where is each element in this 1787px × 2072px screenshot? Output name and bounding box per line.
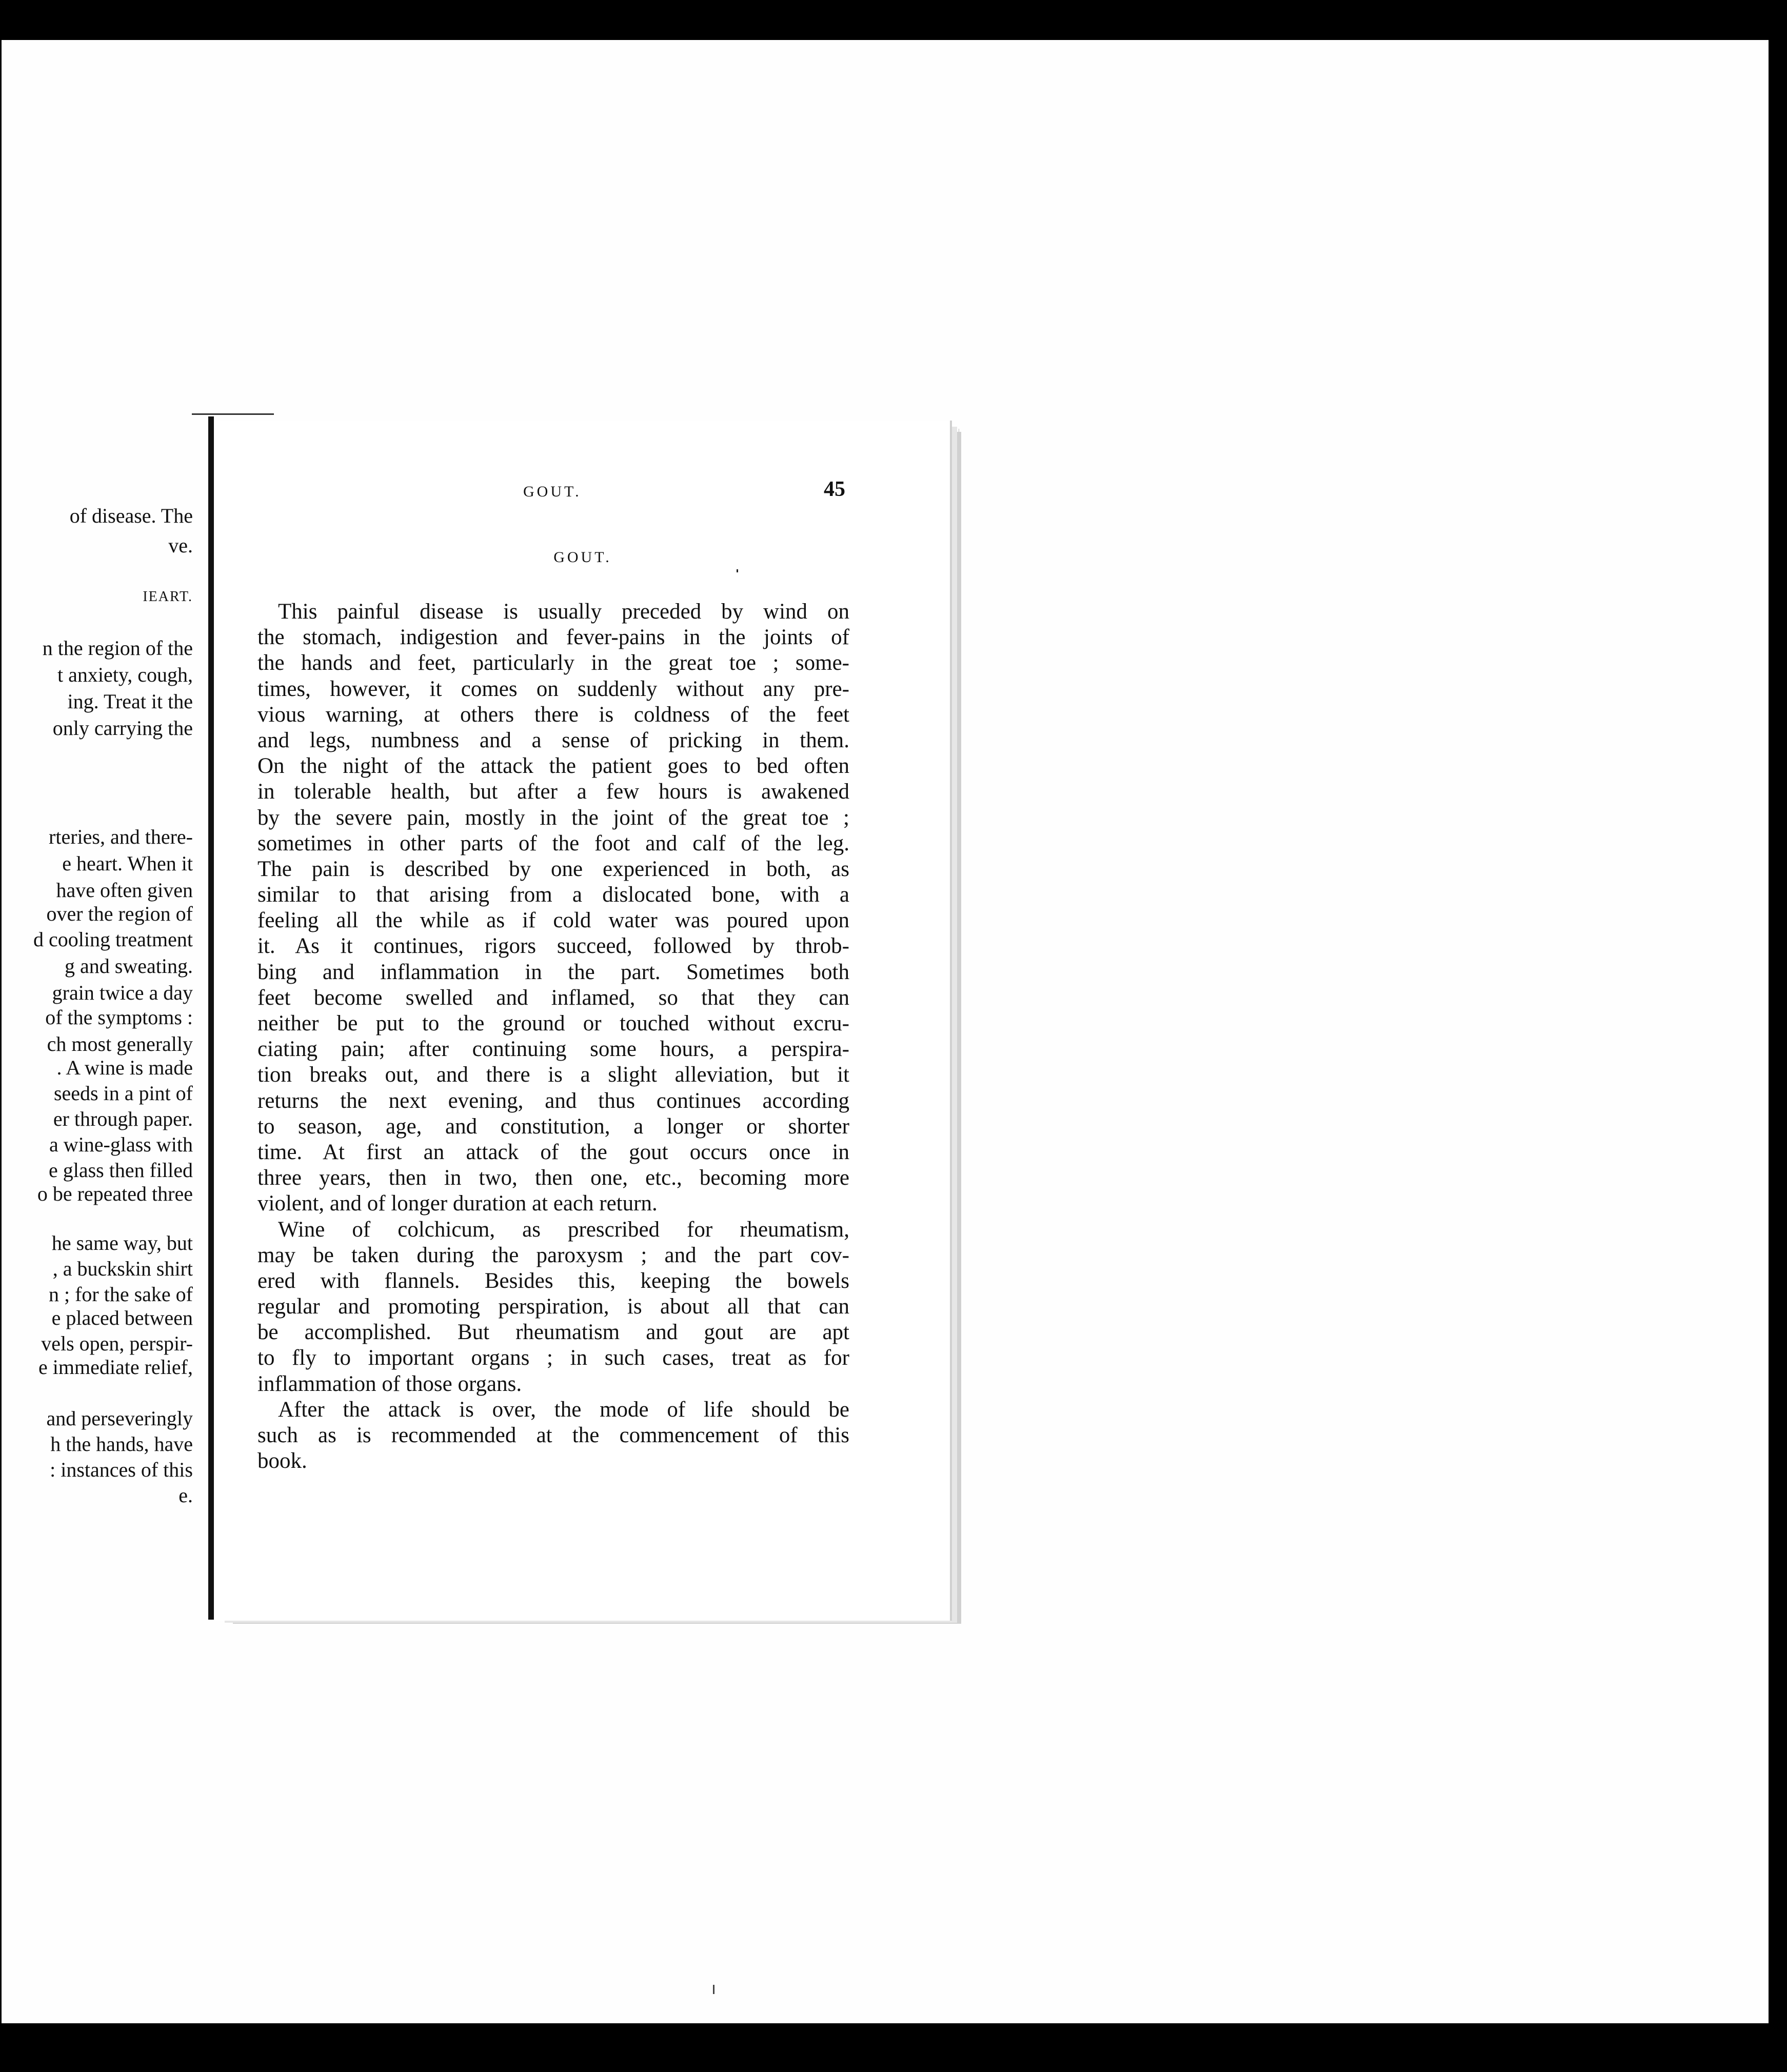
scan-speck	[713, 1985, 714, 1994]
text-line: sometimes in other parts of the foot and calf of the leg.	[257, 831, 849, 855]
text-line: to season, age, and constitution, a longer or shorter	[257, 1114, 849, 1139]
paragraph	[257, 599, 849, 1217]
left-page-line: over the region of	[46, 902, 193, 925]
paragraph	[257, 1397, 849, 1475]
running-title: GOUT.	[523, 483, 582, 500]
left-page-line: he same way, but	[51, 1231, 193, 1254]
text-line: After the attack is over, the mode of life should be	[278, 1397, 849, 1422]
left-page-line: seeds in a pint of	[53, 1082, 193, 1105]
left-page-line: o be repeated three	[37, 1182, 193, 1205]
text-line: feet become swelled and inflamed, so that they can	[257, 985, 849, 1010]
left-page-line: n ; for the sake of	[48, 1283, 193, 1306]
text-line: ciating pain; after continuing some hours, a perspira-	[257, 1037, 849, 1062]
left-page-line: ve.	[168, 534, 193, 557]
left-page-line: g and sweating.	[65, 954, 193, 978]
left-page-line: e immediate relief,	[38, 1356, 193, 1379]
book-gutter	[208, 416, 214, 1620]
page-number: 45	[824, 477, 845, 501]
left-page-line: h the hands, have	[50, 1432, 193, 1456]
text-line: ered with flannels. Besides this, keeping the bowels	[257, 1268, 849, 1293]
left-page-line: : instances of this	[50, 1458, 193, 1481]
text-line: This painful disease is usually preceded by wind on	[278, 600, 849, 624]
scan-border-bottom	[0, 2023, 1787, 2072]
left-page-line: of disease. The	[69, 504, 193, 527]
left-page-line: vels open, perspir-	[41, 1332, 193, 1355]
left-page-line: rteries, and there-	[49, 825, 193, 848]
text-line: to fly to important organs ; in such cases, treat as for	[257, 1346, 849, 1370]
left-page-line: of the symptoms :	[45, 1006, 193, 1029]
page-edges	[951, 429, 960, 1624]
left-page-line: . A wine is made	[56, 1056, 193, 1079]
text-line: the hands and feet, particularly in the great toe ; some-	[257, 651, 849, 675]
text-line: violent, and of longer duration at each return.	[257, 1191, 658, 1216]
text-line: neither be put to the ground or touched without excru-	[257, 1011, 849, 1035]
left-page-line: and perseveringly	[46, 1407, 193, 1430]
gutter-tick	[192, 413, 274, 415]
text-line: in tolerable health, but after a few hours is awakened	[257, 780, 849, 804]
text-line: may be taken during the paroxysm ; and the part cov-	[257, 1243, 849, 1267]
text-line: similar to that arising from a dislocated bone, with a	[257, 883, 849, 907]
left-page-line: grain twice a day	[52, 981, 193, 1004]
left-page-line: a wine-glass with	[49, 1133, 193, 1156]
section-title: GOUT.	[553, 549, 612, 566]
left-page-line: have often given	[56, 879, 193, 902]
text-line: three years, then in two, then one, etc., becoming more	[257, 1166, 849, 1190]
text-line: On the night of the attack the patient goes to bed often	[257, 754, 849, 779]
text-line: returns the next evening, and thus continues according	[257, 1088, 849, 1113]
text-line: vious warning, at others there is coldness of the feet	[257, 702, 849, 727]
right-page	[215, 421, 952, 1621]
text-line: bing and inflammation in the part. Sometimes both	[257, 960, 849, 984]
body-text	[257, 599, 849, 1474]
scan-border-right	[1769, 0, 1787, 2072]
left-page-line: ing. Treat it the	[67, 690, 193, 713]
left-page-line: ch most generally	[47, 1032, 193, 1055]
text-line: by the severe pain, mostly in the joint of the great toe ;	[257, 805, 849, 830]
text-line: times, however, it comes on suddenly without any pre-	[257, 676, 849, 701]
left-page-line: d cooling treatment	[33, 928, 193, 951]
text-line: tion breaks out, and there is a slight alleviation, but it	[257, 1063, 849, 1087]
text-line: book.	[257, 1449, 307, 1473]
running-head	[215, 477, 950, 508]
left-page-line: e placed between	[51, 1306, 193, 1329]
text-line: be accomplished. But rheumatism and gout are apt	[257, 1320, 849, 1345]
text-line: time. At first an attack of the gout occurs once in	[257, 1140, 849, 1164]
text-line: it. As it continues, rigors succeed, followed by throb-	[257, 934, 849, 959]
text-line: and legs, numbness and a sense of pricking in them.	[257, 728, 849, 752]
left-page-line: er through paper.	[53, 1107, 193, 1130]
left-page-line: t anxiety, cough,	[57, 663, 193, 686]
text-line: the stomach, indigestion and fever-pains in the joints of	[257, 625, 849, 650]
left-page-fragment	[0, 0, 208, 2072]
left-page-line: e heart. When it	[62, 852, 193, 875]
left-page-line: n the region of the	[42, 636, 193, 660]
text-line: such as is recommended at the commencement of this	[257, 1423, 849, 1447]
paragraph	[257, 1217, 849, 1397]
text-line: The pain is described by one experienced in both, as	[257, 856, 849, 881]
left-page-line: , a buckskin shirt	[52, 1257, 193, 1280]
text-line: Wine of colchicum, as prescribed for rheumatism,	[278, 1217, 849, 1242]
text-line: inflammation of those organs.	[257, 1371, 522, 1396]
scan-border-top	[0, 0, 1787, 40]
text-line: feeling all the while as if cold water was poured upon	[257, 908, 849, 933]
left-page-line: IEART.	[143, 589, 193, 605]
left-page-line: only carrying the	[52, 716, 193, 740]
scan-speck	[737, 569, 738, 572]
left-page-line: e glass then filled	[48, 1159, 193, 1182]
left-page-line: e.	[178, 1484, 193, 1507]
text-line: regular and promoting perspiration, is about all that can	[257, 1294, 849, 1319]
